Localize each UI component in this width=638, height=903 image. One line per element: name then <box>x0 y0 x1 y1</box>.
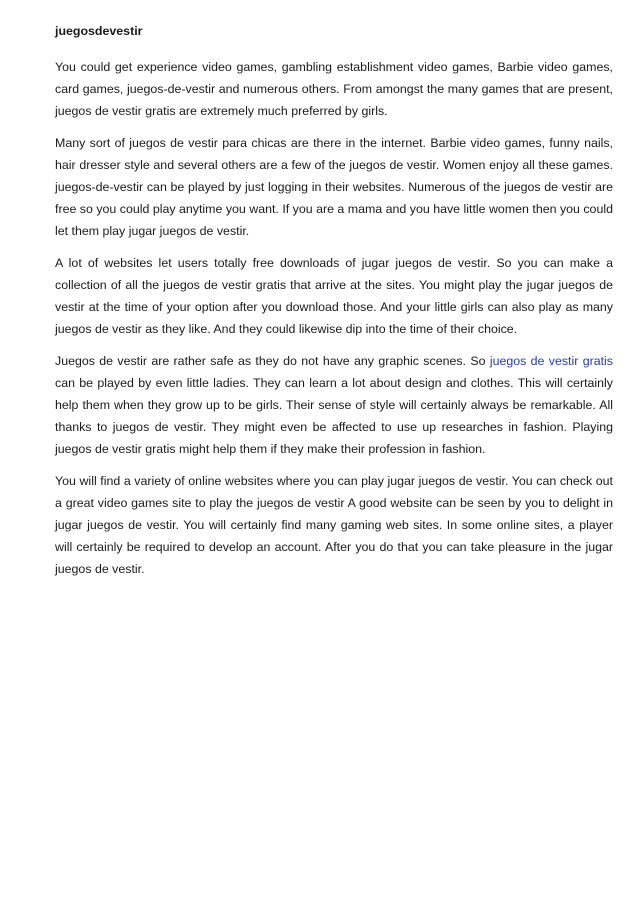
paragraph-2: Many sort of juegos de vestir para chicas are there in the internet. Barbie video games, funny nails, hair dresser style and several others are a few of the juegos de vestir. Women enjoy all these games. juegos-de-vestir can be played by just logging in their websites. Numerous of the juegos de vestir are free so you could play anytime you want. If you are a mama and you have little women then you could let them play jugar juegos de vestir. <box>55 136 613 238</box>
paragraph-4-text-before: Juegos de vestir are rather safe as they do not have any graphic scenes. So <box>55 354 490 368</box>
document-page <box>55 22 613 590</box>
paragraph-5: You will find a variety of online websites where you can play jugar juegos de vestir. You can check out a great video games site to play the juegos de vestir A good website can be seen by you to delight in jugar juegos de vestir. You will certainly find many gaming web sites. In some online sites, a player will certainly be required to develop an account. After you do that you can take pleasure in the jugar juegos de vestir. <box>55 474 613 576</box>
paragraph-4 <box>55 350 613 460</box>
paragraph-4-text-after: can be played by even little ladies. They can learn a lot about design and clothes. This will certainly help them when they grow up to be girls. Their sense of style will certainly always be remarkable. All thanks to juegos de vestir. They might even be affected to use up researches in fashion. Playing juegos de vestir gratis might help them if they make their profession in fashion. <box>55 376 613 456</box>
juegos-de-vestir-gratis-link[interactable]: juegos de vestir gratis <box>489 354 613 368</box>
document-title: juegosdevestir <box>55 24 143 38</box>
paragraph-1: You could get experience video games, gambling establishment video games, Barbie video games, card games, juegos-de-vestir and numerous others. From amongst the many games that are present, juegos de vestir gratis are extremely much preferred by girls. <box>55 60 613 118</box>
paragraph-3: A lot of websites let users totally free downloads of jugar juegos de vestir. So you can make a collection of all the juegos de vestir gratis that arrive at the sites. You might play the jugar juegos de vestir at the time of your option after you download those. And your little girls can also play as many juegos de vestir as they like. And they could likewise dip into the time of their choice. <box>55 256 613 336</box>
